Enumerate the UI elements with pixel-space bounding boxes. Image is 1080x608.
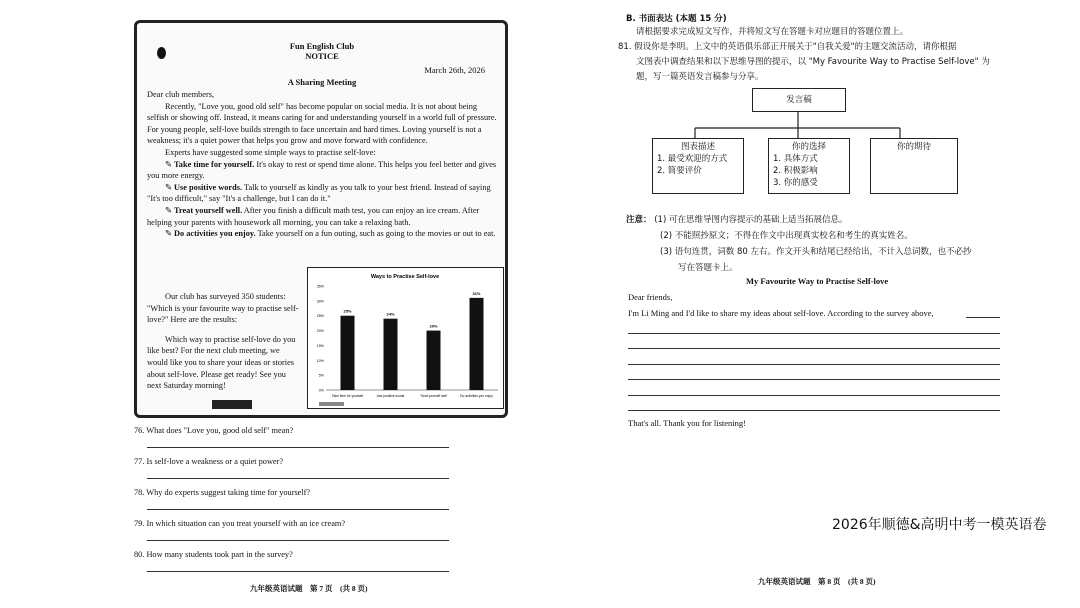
bar-2 — [384, 319, 398, 390]
writing-line-2[interactable] — [628, 348, 1000, 349]
mindmap-root: 发言稿 — [752, 88, 846, 112]
writing-line-5[interactable] — [628, 395, 1000, 396]
bar-value-label: 20% — [429, 323, 438, 329]
box2-item-3: 3. 你的感受 — [773, 178, 818, 188]
chart-title: Ways to Practise Self-love — [370, 274, 440, 280]
answer-line-78[interactable] — [147, 509, 449, 510]
bar-value-label: 25% — [343, 308, 352, 314]
q81-line-1: 81. 假设你是李明。上文中的英语俱乐部正开展关于"自我关爱"的主题交流活动，请你根据 — [618, 42, 957, 52]
answer-line-80[interactable] — [147, 571, 449, 572]
question-78: 78. Why do experts suggest taking time for yourself? — [134, 488, 311, 497]
q81-line-3: 题，写一篇英语发言稿参与分享。 — [636, 72, 764, 82]
category-label: Treat yourself well — [420, 394, 447, 398]
section-b-heading: B. 书面表达 (本题 15 分) — [626, 14, 727, 24]
bar-value-label: 31% — [472, 290, 481, 296]
y-tick-label: 5% — [318, 373, 324, 378]
tip-4: ✎ Do activities you enjoy. Take yourself on a fun outing, such as going to the movies or out to eat. — [165, 229, 496, 239]
whiteboard-tray — [134, 400, 506, 408]
box3-title: 你的期待 — [896, 142, 931, 152]
box2-item-1: 1. 具体方式 — [773, 154, 818, 164]
tip-3-text: After you finish a difficult math test, you can enjoy an ice cream. After helping your parents with housework all morning, you can take a relaxing bath. — [147, 205, 480, 227]
marker-icon — [319, 402, 344, 406]
left-page-footer: 九年级英语试题 第 7 页 (共 8 页) — [250, 584, 368, 593]
notice-date: March 26th, 2026 — [424, 65, 485, 75]
mindmap-box-choice — [768, 138, 850, 194]
box1-title: 图表描述 — [680, 142, 715, 152]
note-3b: 写在答题卡上。 — [678, 263, 738, 273]
question-81 — [618, 40, 990, 85]
category-label: Use positive words — [376, 394, 405, 398]
chart-svg — [308, 268, 503, 408]
instruction: 请根据要求完成短文写作，并将短文写在答题卡对应题目的答题位置上。 — [636, 27, 909, 37]
essay-closing: That's all. Thank you for listening! — [628, 418, 746, 428]
bar-1 — [341, 316, 355, 390]
y-tick-label: 15% — [316, 343, 324, 348]
note-2: (2) 不能照抄原文；不得在作文中出现真实校名和考生的真实姓名。 — [660, 231, 913, 241]
tip-2-title: Use positive words. — [174, 182, 243, 192]
note-label: 注意： — [626, 215, 652, 225]
y-tick-label: 25% — [316, 314, 324, 319]
survey-block — [147, 291, 302, 392]
question-77: 77. Is self-love a weakness or a quiet power? — [134, 457, 284, 466]
tip-1-text: It's okay to rest or spend time alone. This helps you feel better and gives you more energy. — [147, 159, 497, 181]
tip-4-title: Do activities you enjoy. — [174, 229, 256, 239]
answer-line-76[interactable] — [147, 447, 449, 448]
survey-text: Our club has surveyed 350 students: "Which is your favourite way to practise self-love?" Here are the results: — [147, 292, 299, 325]
writing-line-0[interactable] — [966, 317, 1000, 318]
writing-line-6[interactable] — [628, 410, 1000, 411]
eraser-icon — [212, 400, 252, 409]
box1-item-2: 2. 简要评价 — [657, 166, 702, 176]
category-label: Do activities you enjoy — [460, 394, 493, 398]
writing-line-1[interactable] — [628, 333, 1000, 334]
note-3: (3) 语句连贯，词数 80 左右。作文开头和结尾已经给出，不计入总词数，也不必抄 — [660, 247, 972, 257]
essay-opening: I'm Li Ming and I'd like to share my ideas about self-love. According to the survey above, — [628, 308, 934, 318]
closing-text: Which way to practise self-love do you like best? For the next club meeting, we would like you to share your ideas or stories about self-love. Please get ready! See you next Saturday morning! — [147, 334, 296, 391]
mindmap-box-chart — [652, 138, 744, 194]
tip-3-title: Treat yourself well. — [174, 205, 243, 215]
notes — [626, 212, 971, 276]
paragraph-2: Experts have suggested some simple ways to practise self-love: — [165, 147, 376, 157]
essay-title: My Favourite Way to Practise Self-love — [746, 276, 889, 286]
club-name: Fun English Club — [289, 41, 355, 51]
paragraph-1: Recently, "Love you, good old self" has become popular on social media. It is not about being selfish or showing off. Instead, it means caring for and understanding yourself in a world full of pressure. For young people, self-love builds strength to face uncertain and hard times. Loving yourself is not a weakness; it's a quiet power that helps you grow and move forward with confidence. — [147, 101, 497, 146]
bar-4 — [470, 298, 484, 390]
bar-3 — [427, 331, 441, 390]
tip-1: ✎ Take time for yourself. It's okay to rest or spend time alone. This helps you feel better and gives you more energy. — [147, 159, 497, 181]
q81-line-2: 文图表中调查结果和以下思维导图的提示，以 "My Favourite Way to Practise Self-love" 为 — [636, 57, 990, 67]
box1-item-1: 1. 最受欢迎的方式 — [657, 154, 728, 164]
bar-value-label: 24% — [386, 311, 395, 317]
notice-body — [147, 89, 497, 240]
survey-bar-chart — [307, 267, 504, 409]
y-tick-label: 10% — [316, 358, 324, 363]
notice-label: NOTICE — [305, 51, 339, 61]
category-label: Take time for yourself — [331, 394, 364, 398]
notice-header — [147, 41, 497, 61]
mindmap-box-expectation — [870, 138, 958, 194]
tip-2-text: Talk to yourself as kindly as you talk to your best friend. Instead of saying "It's too difficult," say "It's a challenge, but I can do it." — [147, 182, 491, 204]
question-76: 76. What does "Love you, good old self" mean? — [134, 426, 294, 435]
tip-4-text: Take yourself on a fun outing, such as going to the movies or out to eat. — [257, 229, 496, 239]
exam-caption: 2026年顺德&高明中考一模英语卷 — [832, 517, 1047, 533]
tip-3: ✎ Treat yourself well. After you finish a difficult math test, you can enjoy an ice cream. After helping your parents with housework all morning, you can take a relaxing bath. — [147, 205, 480, 227]
tip-2: ✎ Use positive words. Talk to yourself as kindly as you talk to your best friend. Instead of saying "It's too difficult," say "It's a challenge, but I can do it." — [147, 182, 491, 204]
note-1: (1) 可在思维导图内容提示的基础上适当拓展信息。 — [654, 215, 848, 225]
question-79: 79. In which situation can you treat yourself with an ice cream? — [134, 519, 346, 528]
box2-title: 你的选择 — [791, 142, 826, 152]
answer-line-77[interactable] — [147, 478, 449, 479]
question-80: 80. How many students took part in the survey? — [134, 550, 293, 559]
y-tick-label: 0% — [318, 388, 324, 393]
writing-line-4[interactable] — [628, 379, 1000, 380]
whiteboard-notice — [134, 20, 508, 418]
y-tick-label: 30% — [316, 299, 324, 304]
notice-content — [147, 29, 497, 407]
writing-line-3[interactable] — [628, 364, 1000, 365]
tip-1-title: Take time for yourself. — [174, 159, 255, 169]
box2-item-2: 2. 积极影响 — [773, 166, 818, 176]
answer-line-79[interactable] — [147, 540, 449, 541]
greeting: Dear club members, — [147, 90, 215, 99]
essay-greeting: Dear friends, — [628, 292, 673, 302]
y-tick-label: 35% — [316, 284, 324, 289]
y-tick-label: 20% — [316, 329, 324, 334]
notice-title: A Sharing Meeting — [287, 77, 357, 87]
right-page-footer: 九年级英语试题 第 8 页 (共 8 页) — [758, 577, 876, 586]
